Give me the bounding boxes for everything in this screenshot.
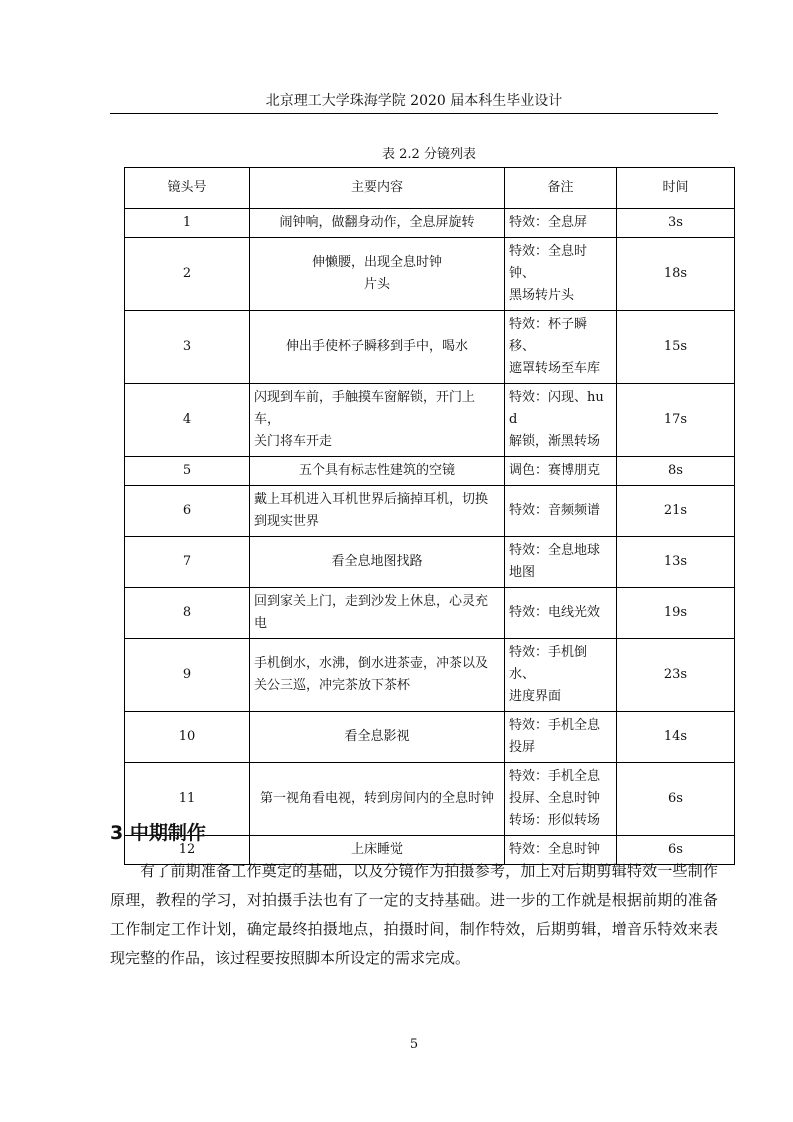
content-cell-line: 看全息影视	[344, 729, 410, 744]
content-cell-line: 闹钟响，做翻身动作，全息屏旋转	[279, 215, 475, 230]
note-cell-line: 特效：全息时钟、	[509, 244, 588, 281]
content-cell-line: 闪现到车前，手触摸车窗解锁，开门上车，	[254, 390, 476, 427]
content-cell-line: 电	[254, 616, 268, 631]
note-cell	[505, 238, 617, 311]
column-header-shot-number: 镜头号	[125, 168, 250, 209]
duration-cell: 8s	[617, 457, 735, 486]
note-cell	[505, 457, 617, 486]
content-cell-line: 手机倒水，水沸，倒水进茶壶，冲茶以及	[254, 656, 489, 671]
note-cell-line: 特效：电线光效	[509, 605, 601, 620]
content-cell	[250, 209, 505, 238]
table-row	[125, 311, 735, 384]
table-caption: 表 2.2 分镜列表	[382, 147, 476, 162]
content-cell	[250, 537, 505, 588]
note-cell-line: 投屏	[509, 740, 536, 755]
duration-cell: 13s	[617, 537, 735, 588]
content-cell	[250, 311, 505, 384]
table-header-row	[125, 168, 735, 209]
content-cell	[250, 763, 505, 836]
table-row	[125, 537, 735, 588]
section-heading: 3 中期制作	[110, 822, 206, 844]
table-row	[125, 384, 735, 457]
content-cell-line: 看全息地图找路	[331, 554, 423, 569]
content-cell-line: 关门将车开走	[254, 434, 333, 449]
note-cell	[505, 639, 617, 712]
table-row	[125, 238, 735, 311]
content-cell	[250, 712, 505, 763]
content-cell	[250, 238, 505, 311]
content-cell-line: 戴上耳机进入耳机世界后摘掉耳机，切换	[254, 492, 489, 507]
duration-cell: 19s	[617, 588, 735, 639]
note-cell	[505, 763, 617, 836]
header-divider	[110, 113, 718, 114]
duration-cell: 3s	[617, 209, 735, 238]
content-cell-line: 片头	[363, 277, 390, 292]
content-cell-line: 上床睡觉	[350, 842, 403, 857]
shot-number-cell: 3	[125, 311, 250, 384]
duration-cell: 15s	[617, 311, 735, 384]
table-row	[125, 588, 735, 639]
column-header-duration: 时间	[617, 168, 735, 209]
note-cell-line: 特效：杯子瞬移、	[509, 317, 588, 354]
note-cell	[505, 384, 617, 457]
table-row	[125, 763, 735, 836]
note-cell	[505, 209, 617, 238]
duration-cell: 23s	[617, 639, 735, 712]
table-row	[125, 486, 735, 537]
page-number: 5	[409, 1037, 419, 1052]
duration-cell: 17s	[617, 384, 735, 457]
content-cell-line: 第一视角看电视，转到房间内的全息时钟	[259, 791, 494, 806]
shot-number-cell: 6	[125, 486, 250, 537]
storyboard-table	[124, 167, 735, 865]
shot-number-cell: 10	[125, 712, 250, 763]
duration-cell: 14s	[617, 712, 735, 763]
note-cell-line: 解锁，渐黑转场	[509, 434, 601, 449]
content-cell-line: 伸懒腰，出现全息时钟	[311, 255, 442, 270]
content-cell	[250, 457, 505, 486]
shot-number-cell: 12	[125, 836, 250, 865]
note-cell-line: 转场：形似转场	[509, 813, 601, 828]
note-cell-line: 投屏、全息时钟	[509, 791, 601, 806]
content-cell-line: 五个具有标志性建筑的空镜	[298, 463, 455, 478]
page-header: 北京理工大学珠海学院 2020 届本科生毕业设计	[265, 93, 563, 109]
note-cell	[505, 311, 617, 384]
content-cell	[250, 639, 505, 712]
shot-number-cell: 11	[125, 763, 250, 836]
note-cell-line: 特效：手机全息	[509, 769, 601, 784]
note-cell	[505, 588, 617, 639]
note-cell-line: 黑场转片头	[509, 288, 575, 303]
content-cell-line: 伸出手使杯子瞬移到手中，喝水	[285, 339, 468, 354]
shot-number-cell: 1	[125, 209, 250, 238]
note-cell-line: 进度界面	[509, 689, 562, 704]
note-cell-line: 地图	[509, 565, 536, 580]
body-paragraph: 有了前期准备工作奠定的基础，以及分镜作为拍摄参考，加上对后期剪辑特效一些制作原理，教程的学习，对拍摄手法也有了一定的支持基础。进一步的工作就是根据前期的准备工作制定工作计划，确定最终拍摄地点，拍摄时间，制作特效，后期剪辑，增音乐特效来表现完整的作品，该过程要按照脚本所设定的需求完成。	[110, 862, 718, 967]
content-cell	[250, 384, 505, 457]
shot-number-cell: 9	[125, 639, 250, 712]
note-cell-line: 遮罩转场至车库	[509, 361, 601, 376]
note-cell	[505, 537, 617, 588]
note-cell-line: 特效：手机倒水、	[509, 645, 588, 682]
shot-number-cell: 5	[125, 457, 250, 486]
table-row	[125, 639, 735, 712]
note-cell-line: 特效：闪现、hud	[509, 390, 604, 427]
note-cell	[505, 712, 617, 763]
content-cell	[250, 486, 505, 537]
content-cell-line: 到现实世界	[254, 514, 320, 529]
content-cell-line: 回到家关上门，走到沙发上休息，心灵充	[254, 594, 489, 609]
duration-cell: 6s	[617, 836, 735, 865]
content-cell	[250, 588, 505, 639]
table-row	[125, 457, 735, 486]
note-cell-line: 调色：赛博朋克	[509, 463, 601, 478]
column-header-content: 主要内容	[250, 168, 505, 209]
shot-number-cell: 2	[125, 238, 250, 311]
shot-number-cell: 4	[125, 384, 250, 457]
note-cell-line: 特效：全息地球	[509, 543, 601, 558]
note-cell-line: 特效：全息屏	[509, 215, 588, 230]
table-row	[125, 209, 735, 238]
duration-cell: 18s	[617, 238, 735, 311]
content-cell-line: 关公三巡，冲完茶放下茶杯	[254, 678, 411, 693]
note-cell-line: 特效：全息时钟	[509, 842, 601, 857]
column-header-note: 备注	[505, 168, 617, 209]
note-cell	[505, 486, 617, 537]
shot-number-cell: 8	[125, 588, 250, 639]
table-row	[125, 712, 735, 763]
duration-cell: 6s	[617, 763, 735, 836]
note-cell-line: 特效：音频频谱	[509, 503, 601, 518]
duration-cell: 21s	[617, 486, 735, 537]
shot-number-cell: 7	[125, 537, 250, 588]
note-cell-line: 特效：手机全息	[509, 718, 601, 733]
